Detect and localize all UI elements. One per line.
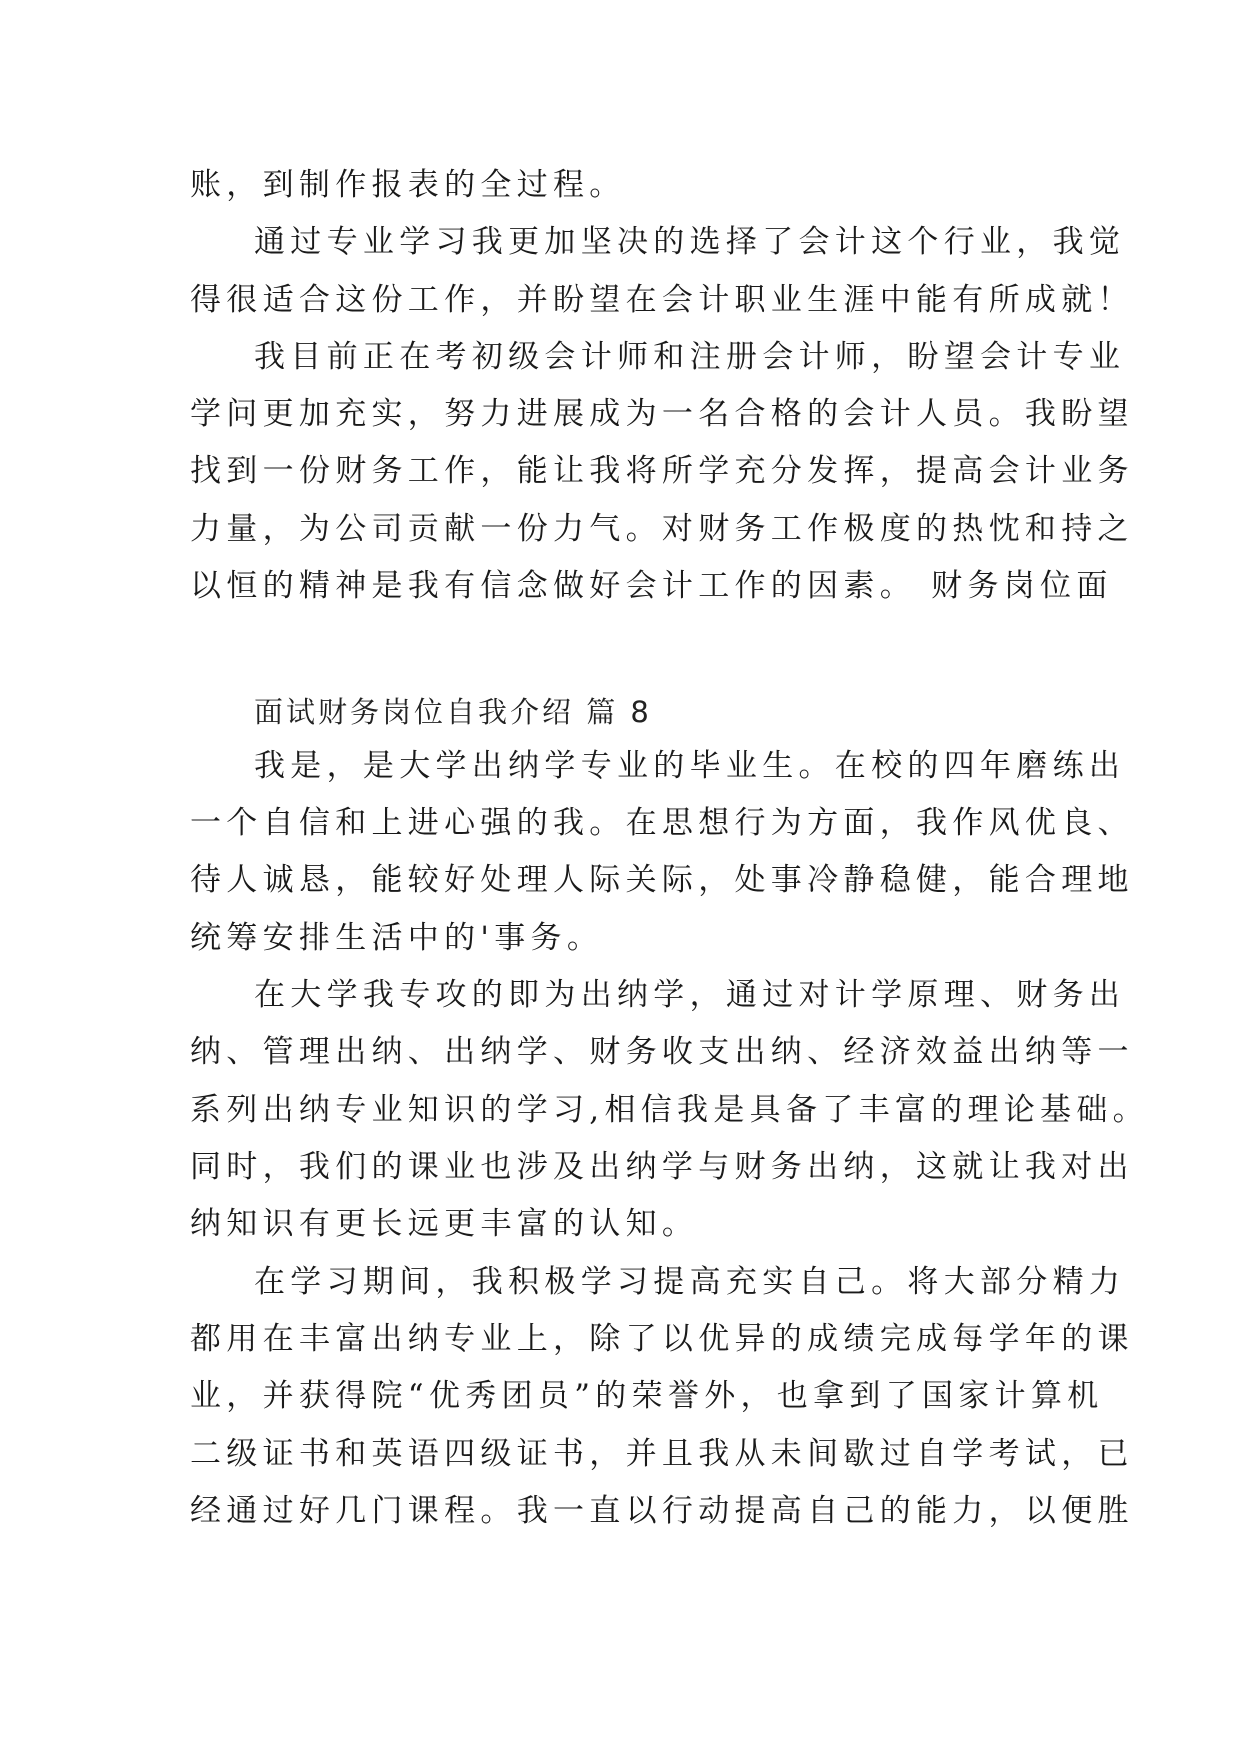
paragraph-line: 账，到制作报表的全过程。 [190, 167, 626, 203]
paragraph-line: 找到一份财务工作，能让我将所学充分发挥，提高会计业务 [190, 453, 1134, 489]
paragraph-line: 业，并获得院“优秀团员”的荣誉外，也拿到了国家计算机 [190, 1378, 1104, 1414]
paragraph-line: 系列出纳专业知识的学习,相信我是具备了丰富的理论基础。 [190, 1092, 1149, 1128]
paragraph-line: 我目前正在考初级会计师和注册会计师，盼望会计专业 [254, 339, 1126, 375]
paragraph-line: 在学习期间，我积极学习提高充实自己。将大部分精力 [254, 1264, 1126, 1300]
paragraph-line: 我是，是大学出纳学专业的毕业生。在校的四年磨练出 [254, 748, 1126, 784]
paragraph-line: 同时，我们的课业也涉及出纳学与财务出纳，这就让我对出 [190, 1149, 1134, 1185]
paragraph-line: 统筹安排生活中的'事务。 [190, 920, 604, 956]
paragraph-line: 力量，为公司贡献一份力气。对财务工作极度的热忱和持之 [190, 511, 1134, 547]
paragraph-line: 在大学我专攻的即为出纳学，通过对计学原理、财务出 [254, 977, 1126, 1013]
section-heading: 面试财务岗位自我介绍 篇 8 [254, 695, 652, 729]
paragraph-line: 通过专业学习我更加坚决的选择了会计这个行业，我觉 [254, 224, 1126, 260]
paragraph-line: 待人诚恳，能较好处理人际关际，处事冷静稳健，能合理地 [190, 862, 1134, 898]
paragraph-line: 以恒的精神是我有信念做好会计工作的因素。 财务岗位面 [190, 568, 1113, 604]
paragraph-line: 都用在丰富出纳专业上，除了以优异的成绩完成每学年的课 [190, 1321, 1134, 1357]
paragraph-line: 纳、管理出纳、出纳学、财务收支出纳、经济效益出纳等一 [190, 1034, 1134, 1070]
paragraph-line: 二级证书和英语四级证书，并且我从未间歇过自学考试，已 [190, 1436, 1134, 1472]
paragraph-line: 得很适合这份工作，并盼望在会计职业生涯中能有所成就！ [190, 282, 1134, 318]
paragraph-line: 纳知识有更长远更丰富的认知。 [190, 1206, 699, 1242]
paragraph-line: 经通过好几门课程。我一直以行动提高自己的能力，以便胜 [190, 1493, 1134, 1529]
paragraph-line: 一个自信和上进心强的我。在思想行为方面，我作风优良、 [190, 805, 1134, 841]
paragraph-line: 学问更加充实，努力进展成为一名合格的会计人员。我盼望 [190, 396, 1134, 432]
